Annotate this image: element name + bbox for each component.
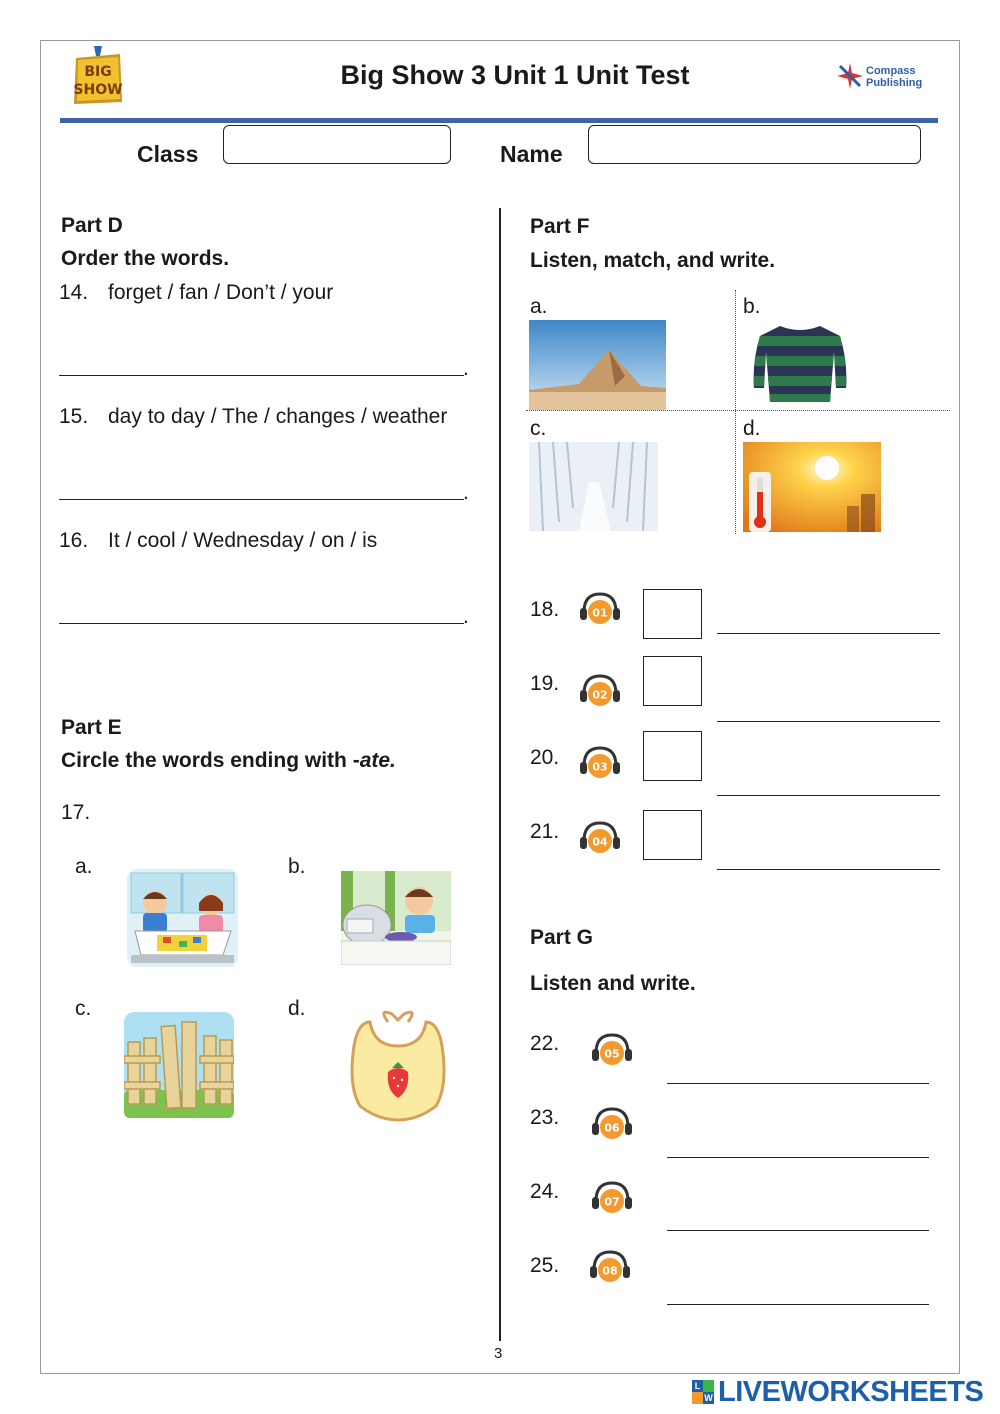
name-label: Name bbox=[500, 141, 563, 167]
badge-letter-w: W bbox=[704, 1393, 713, 1403]
audio-track-number: 01 bbox=[592, 606, 608, 620]
header-rule bbox=[60, 118, 938, 123]
question-25-answer-line[interactable] bbox=[667, 1304, 929, 1305]
part-e-instruction-suffix: ate. bbox=[359, 749, 396, 772]
audio-headphone-icon[interactable] bbox=[588, 1248, 632, 1284]
audio-track-number: 02 bbox=[592, 688, 608, 702]
column-divider bbox=[499, 208, 501, 1341]
part-e-heading: Part E bbox=[61, 716, 122, 739]
question-18-number: 18. bbox=[530, 598, 560, 621]
question-19-number: 19. bbox=[530, 672, 560, 695]
option-b-letter: b. bbox=[288, 855, 306, 878]
question-24-number: 24. bbox=[530, 1180, 560, 1203]
picture-b-letter: b. bbox=[743, 295, 761, 318]
option-c-letter: c. bbox=[75, 997, 92, 1020]
sweater-picture[interactable] bbox=[750, 322, 850, 406]
part-f-heading: Part F bbox=[530, 215, 590, 238]
cookie-jar-picture[interactable] bbox=[341, 871, 451, 965]
question-14-answer-line[interactable] bbox=[59, 375, 464, 376]
picture-grid-vertical-divider bbox=[735, 290, 736, 534]
logo-text-bottom: SHOW bbox=[73, 82, 123, 98]
part-e-instruction bbox=[61, 749, 396, 773]
question-14-words: forget / fan / Don’t / your bbox=[108, 281, 334, 304]
question-20-letter-box[interactable] bbox=[643, 731, 702, 781]
audio-track-number: 08 bbox=[602, 1264, 618, 1278]
question-16-period: . bbox=[463, 605, 469, 628]
part-d-heading: Part D bbox=[61, 214, 123, 237]
desert-picture[interactable] bbox=[529, 320, 666, 410]
question-18-letter-box[interactable] bbox=[643, 589, 702, 639]
name-input[interactable] bbox=[588, 125, 921, 164]
picture-a-letter: a. bbox=[530, 295, 548, 318]
audio-headphone-icon[interactable] bbox=[578, 744, 622, 780]
question-22-number: 22. bbox=[530, 1032, 560, 1055]
compass-publishing-logo bbox=[836, 62, 932, 92]
liveworksheets-logo[interactable] bbox=[692, 1376, 992, 1408]
compass-star-icon bbox=[836, 62, 864, 90]
question-14-period: . bbox=[463, 357, 469, 380]
question-15-number: 15. bbox=[59, 405, 89, 428]
question-16-words: It / cool / Wednesday / on / is bbox=[108, 529, 378, 552]
question-16-number: 16. bbox=[59, 529, 89, 552]
gate-picture[interactable] bbox=[124, 1012, 234, 1118]
liveworksheets-badge-icon bbox=[692, 1380, 714, 1404]
badge-square-green bbox=[703, 1380, 714, 1392]
question-14-number: 14. bbox=[59, 281, 89, 304]
badge-square-orange bbox=[692, 1392, 703, 1404]
question-20-word-line[interactable] bbox=[717, 795, 940, 796]
publisher-line-1: Compass bbox=[866, 65, 916, 77]
audio-headphone-icon[interactable] bbox=[578, 672, 622, 708]
option-d-letter: d. bbox=[288, 997, 306, 1020]
question-16-answer-line[interactable] bbox=[59, 623, 464, 624]
question-19-letter-box[interactable] bbox=[643, 656, 702, 706]
audio-track-number: 03 bbox=[592, 760, 608, 774]
question-21-number: 21. bbox=[530, 820, 560, 843]
part-f-instruction: Listen, match, and write. bbox=[530, 249, 776, 272]
question-15-words: day to day / The / changes / weather bbox=[108, 405, 448, 428]
part-g-heading: Part G bbox=[530, 926, 594, 949]
question-23-answer-line[interactable] bbox=[667, 1157, 929, 1158]
audio-headphone-icon[interactable] bbox=[578, 819, 622, 855]
audio-track-number: 04 bbox=[592, 835, 608, 849]
question-22-answer-line[interactable] bbox=[667, 1083, 929, 1084]
hot-sun-picture[interactable] bbox=[743, 442, 881, 532]
logo-text-top: BIG bbox=[84, 64, 112, 80]
page-number: 3 bbox=[494, 1345, 503, 1362]
liveworksheets-text: LIVEWORKSHEETS bbox=[718, 1376, 984, 1408]
snowy-road-picture[interactable] bbox=[529, 442, 658, 531]
part-e-instruction-text: Circle the words ending with - bbox=[61, 749, 360, 772]
audio-headphone-icon[interactable] bbox=[590, 1179, 634, 1215]
bib-picture[interactable] bbox=[348, 1006, 448, 1122]
audio-headphone-icon[interactable] bbox=[578, 590, 622, 626]
page-title: Big Show 3 Unit 1 Unit Test bbox=[340, 60, 690, 90]
audio-track-number: 06 bbox=[604, 1121, 620, 1135]
question-25-number: 25. bbox=[530, 1254, 560, 1277]
question-21-letter-box[interactable] bbox=[643, 810, 702, 860]
board-game-picture[interactable] bbox=[127, 869, 238, 967]
option-a-letter: a. bbox=[75, 855, 93, 878]
question-24-answer-line[interactable] bbox=[667, 1230, 929, 1231]
picture-d-letter: d. bbox=[743, 417, 761, 440]
audio-headphone-icon[interactable] bbox=[590, 1105, 634, 1141]
question-15-answer-line[interactable] bbox=[59, 499, 464, 500]
question-18-word-line[interactable] bbox=[717, 633, 940, 634]
audio-track-number: 07 bbox=[604, 1195, 620, 1209]
class-input[interactable] bbox=[223, 125, 451, 164]
publisher-line-2: Publishing bbox=[866, 77, 923, 89]
question-17-number: 17. bbox=[61, 801, 91, 824]
badge-letter-l: L bbox=[692, 1380, 703, 1392]
part-d-instruction: Order the words. bbox=[61, 247, 230, 270]
picture-c-letter: c. bbox=[530, 417, 547, 440]
question-23-number: 23. bbox=[530, 1106, 560, 1129]
question-21-word-line[interactable] bbox=[717, 869, 940, 870]
part-g-instruction: Listen and write. bbox=[530, 972, 696, 995]
class-label: Class bbox=[137, 141, 199, 167]
picture-grid-horizontal-divider bbox=[526, 410, 950, 411]
big-show-logo bbox=[70, 44, 126, 108]
audio-track-number: 05 bbox=[604, 1047, 620, 1061]
audio-headphone-icon[interactable] bbox=[590, 1031, 634, 1067]
question-15-period: . bbox=[463, 481, 469, 504]
question-19-word-line[interactable] bbox=[717, 721, 940, 722]
question-20-number: 20. bbox=[530, 746, 560, 769]
